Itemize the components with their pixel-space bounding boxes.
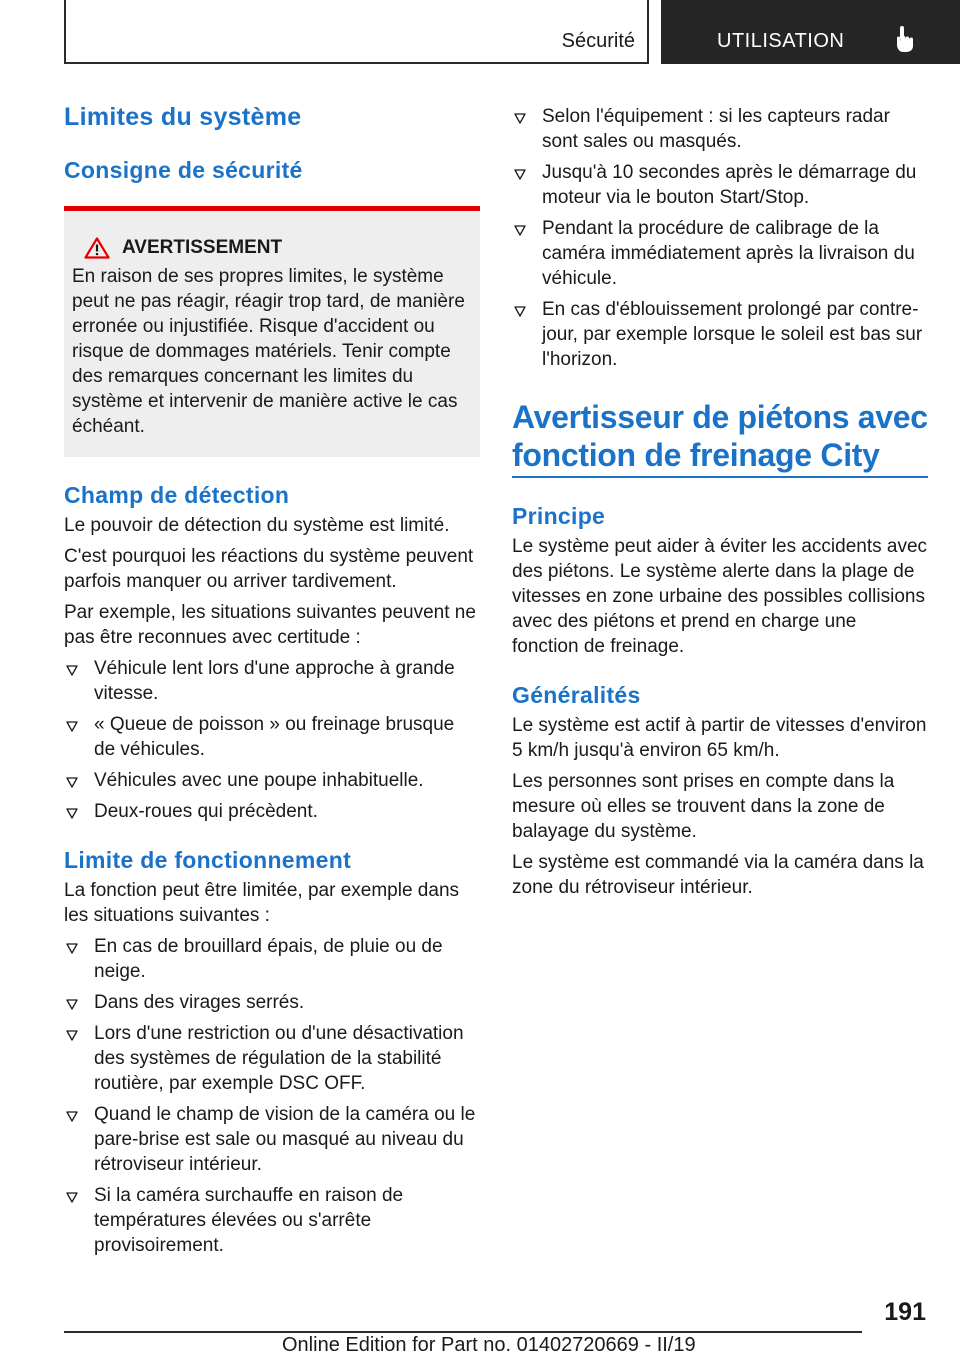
- list-item: Véhicule lent lors d'une approche à grande vitesse.: [64, 656, 480, 706]
- detection-paragraph-1: Le pouvoir de détection du système est limité.: [64, 515, 450, 536]
- bullet-arrow-icon: [514, 306, 526, 317]
- warning-box: [64, 206, 480, 457]
- list-item: « Queue de poisson » ou freinage brusque de véhicules.: [64, 712, 480, 762]
- detection-paragraph-2: C'est pourquoi les réactions du système peuvent parfois manquer ou arriver tardivement.: [64, 546, 474, 592]
- list-item: Pendant la procédure de calibrage de la caméra immédiatement après la livraison du véhicule.: [512, 216, 928, 291]
- list-item: Véhicules avec une poupe inhabituelle.: [64, 768, 480, 793]
- footer-edition: Online Edition for Part no. 01402720669 - II/19: [282, 1334, 696, 1356]
- warning-title: AVERTISSEMENT: [122, 237, 283, 258]
- list-item: Deux-roues qui précèdent.: [64, 799, 480, 824]
- bullet-arrow-icon: [514, 225, 526, 236]
- function-limit-heading: Limite de fonctionnement: [64, 847, 352, 873]
- function-limit-intro: La fonction peut être limitée, par exemple dans les situations suivantes :: [64, 880, 460, 926]
- list-item: Lors d'une restriction ou d'une désactivation des systèmes de régulation de la stabilité routière, par exemple DSC OFF.: [64, 1021, 480, 1096]
- list-item: Si la caméra surchauffe en raison de températures élevées ou s'arrête provisoirement.: [64, 1183, 480, 1258]
- pointing-hand-icon: [894, 25, 916, 53]
- warning-title-row: [72, 235, 472, 260]
- bullet-arrow-icon: [66, 999, 78, 1010]
- list-item: En cas d'éblouissement prolongé par contre-jour, par exemple lorsque le soleil est bas sur l'horizon.: [512, 297, 928, 372]
- left-column: [64, 100, 480, 1258]
- list-item: En cas de brouillard épais, de pluie ou de neige.: [64, 934, 480, 984]
- page-number: 191: [884, 1298, 926, 1326]
- right-column: [512, 100, 928, 900]
- function-limit-list: [64, 934, 480, 1258]
- safety-heading: Consigne de sécurité: [64, 157, 303, 183]
- principle-heading: Principe: [512, 502, 606, 529]
- principle-text: Le système peut aider à éviter les accidents avec des piétons. Le système alerte dans la plage de vitesses en zone urbaine des possibles collisions avec des piétons et prend en charge une fonction de freinage.: [512, 535, 928, 657]
- general-paragraph-2: Les personnes sont prises en compte dans la mesure où elles se trouvent dans la zone de balayage du système.: [512, 770, 895, 842]
- header-section-title: Sécurité: [561, 30, 635, 52]
- bullet-arrow-icon: [66, 777, 78, 788]
- header-chapter-tab[interactable]: [661, 0, 960, 64]
- bullet-arrow-icon: [66, 943, 78, 954]
- bullet-arrow-icon: [66, 665, 78, 676]
- bullet-arrow-icon: [514, 169, 526, 180]
- section-title-limits: Limites du système: [64, 103, 302, 131]
- bullet-arrow-icon: [66, 1030, 78, 1041]
- list-item: Quand le champ de vision de la caméra ou le pare-brise est sale ou masqué au niveau du rétroviseur intérieur.: [64, 1102, 480, 1177]
- general-paragraph-1: Le système est actif à partir de vitesses d'environ 5 km/h jusqu'à environ 65 km/h.: [512, 714, 927, 761]
- bullet-arrow-icon: [66, 808, 78, 819]
- general-paragraph-3: Le système est commandé via la caméra dans la zone du rétroviseur intérieur.: [512, 851, 924, 898]
- list-item: Dans des virages serrés.: [64, 990, 480, 1015]
- footer-rule: [64, 1331, 862, 1333]
- header-chapter-label: UTILISATION: [717, 30, 845, 52]
- list-item: Selon l'équipement : si les capteurs radar sont sales ou masqués.: [512, 104, 928, 154]
- warning-text: En raison de ses propres limites, le système peut ne pas réagir, réagir trop tard, de manière erronée ou injustifiée. Risque d'accident ou risque de dommages matériels. Tenir compte des remarques concernant les limites du système et intervenir de manière active le cas échéant.: [72, 266, 465, 437]
- bullet-arrow-icon: [66, 721, 78, 732]
- bullet-arrow-icon: [66, 1111, 78, 1122]
- detection-heading: Champ de détection: [64, 482, 290, 508]
- warning-triangle-icon: [84, 237, 110, 259]
- function-limit-list-continued: [512, 104, 928, 372]
- general-heading: Généralités: [512, 681, 641, 708]
- main-section-title: Avertisseur de piétons avec fonction de freinage City: [512, 399, 928, 473]
- bullet-arrow-icon: [66, 1192, 78, 1203]
- bullet-arrow-icon: [514, 113, 526, 124]
- list-item: Jusqu'à 10 secondes après le démarrage du moteur via le bouton Start/Stop.: [512, 160, 928, 210]
- detection-list: [64, 656, 480, 824]
- detection-paragraph-3: Par exemple, les situations suivantes peuvent ne pas être reconnues avec certitude :: [64, 602, 476, 648]
- main-title-rule: [512, 476, 928, 478]
- header-section-frame: [64, 0, 649, 64]
